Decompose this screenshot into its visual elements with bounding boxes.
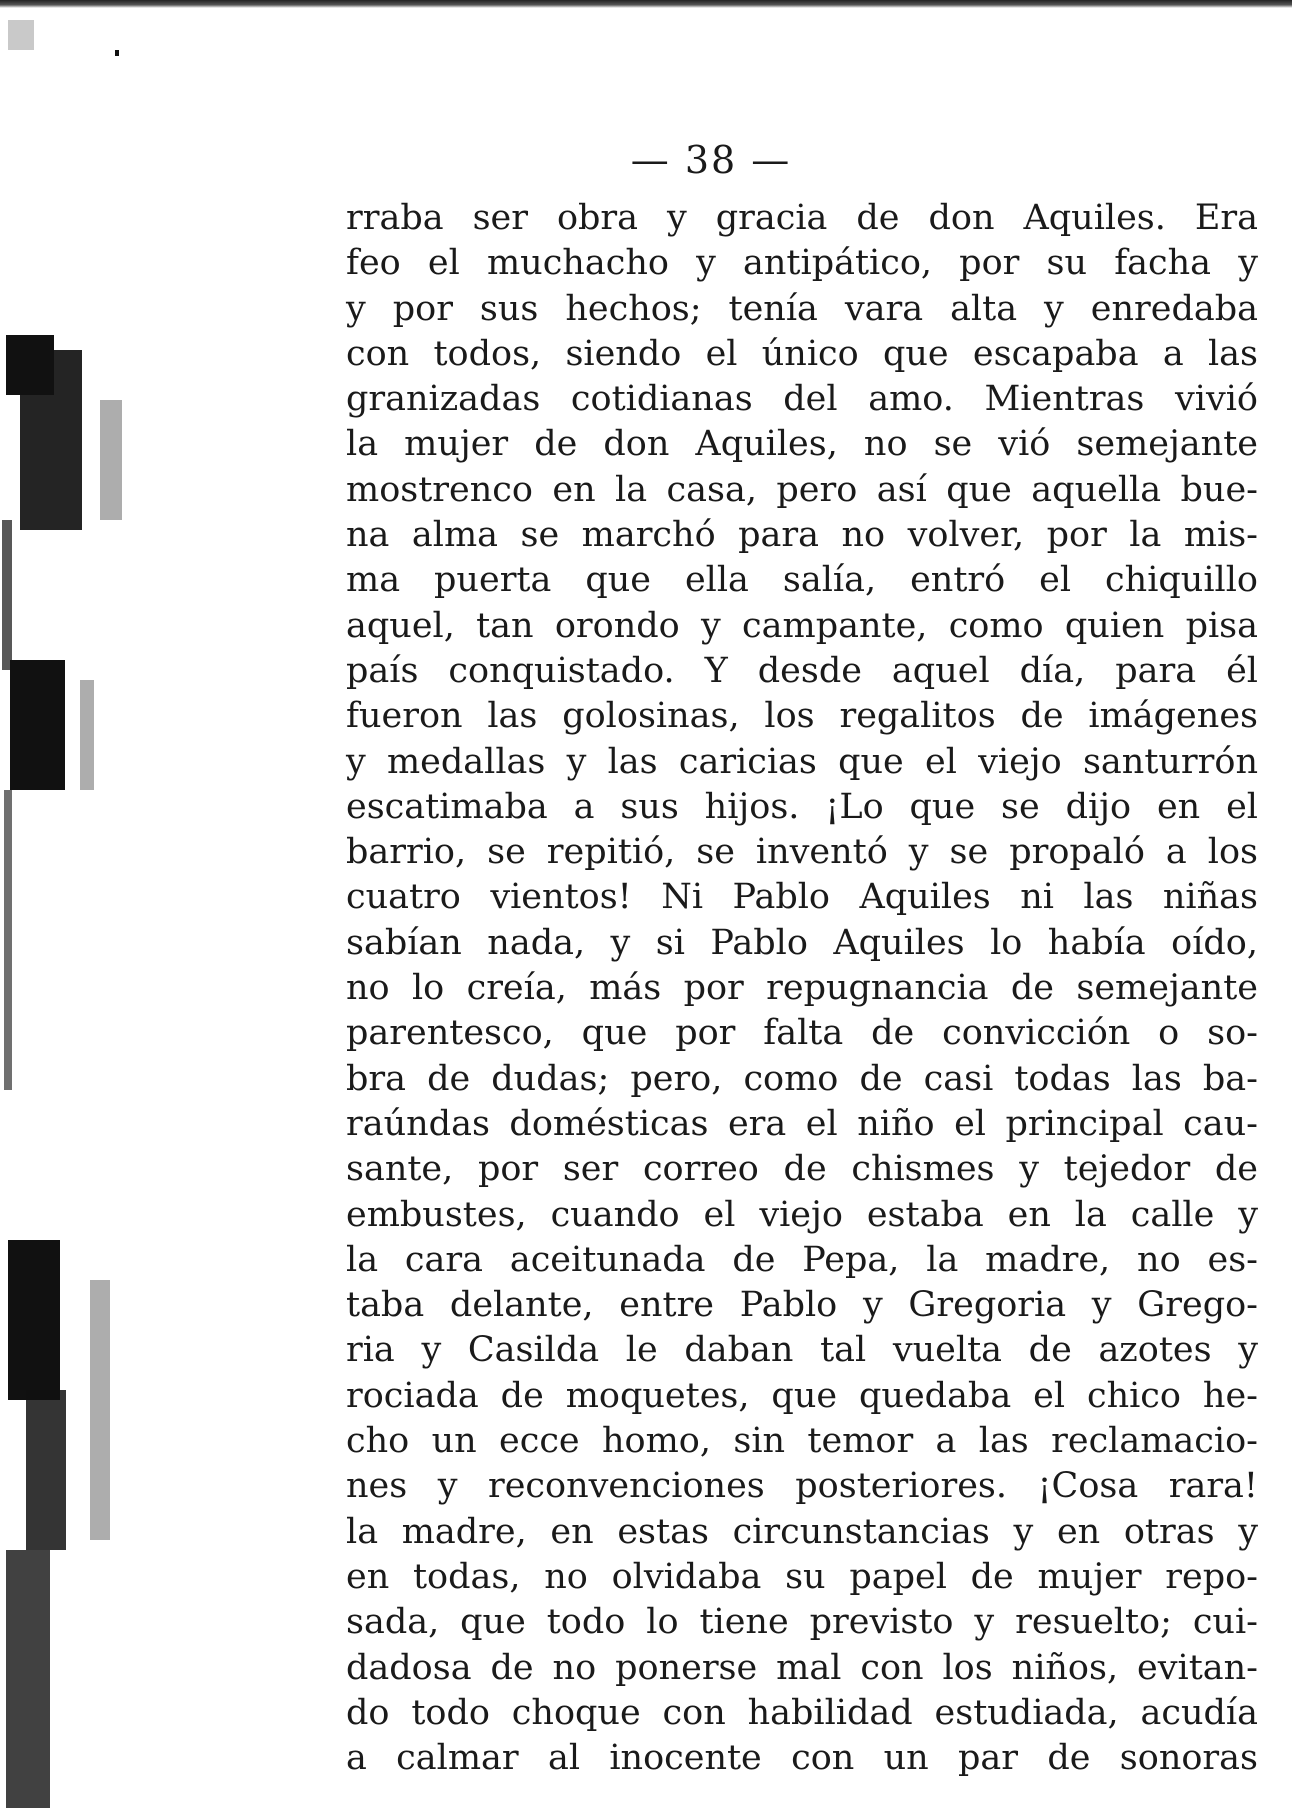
- text-line: a calmar al inocente con un par de sonoras: [346, 1738, 1258, 1779]
- text-line: raúndas domésticas era el niño el principal cau-: [346, 1103, 1258, 1144]
- text-line: con todos, siendo el único que escapaba a las: [346, 333, 1258, 374]
- text-line: mostrenco en la casa, pero así que aquella bue-: [346, 469, 1258, 510]
- text-line: la mujer de don Aquiles, no se vió semejante: [346, 424, 1258, 465]
- text-line: ria y Casilda le daban tal vuelta de azotes y: [346, 1330, 1258, 1371]
- text-line: granizadas cotidianas del amo. Mientras vivió: [346, 379, 1258, 420]
- text-line: y medallas y las caricias que el viejo santurrón: [346, 741, 1258, 782]
- text-line: cho un ecce homo, sin temor a las reclamacio-: [346, 1421, 1258, 1462]
- text-line: escatimaba a sus hijos. ¡Lo que se dijo en el: [346, 786, 1258, 827]
- text-line: rociada de moquetes, que quedaba el chico he-: [346, 1375, 1258, 1416]
- text-line: país conquistado. Y desde aquel día, para él: [346, 650, 1258, 691]
- text-line: dadosa de no ponerse mal con los niños, evitan-: [346, 1647, 1258, 1688]
- scan-top-edge: [0, 0, 1292, 8]
- text-line: la madre, en estas circunstancias y en otras y: [346, 1511, 1258, 1552]
- text-line: ma puerta que ella salía, entró el chiquillo: [346, 560, 1258, 601]
- text-line: nes y reconvenciones posteriores. ¡Cosa rara!: [346, 1466, 1258, 1507]
- scan-binding-gutter: [0, 0, 160, 1808]
- body-text: [346, 196, 1258, 1781]
- text-line: parentesco, que por falta de convicción o so-: [346, 1013, 1258, 1054]
- text-line: sante, por ser correo de chismes y tejedor de: [346, 1149, 1258, 1190]
- page-number: — 38 —: [630, 138, 792, 182]
- text-line: la cara aceitunada de Pepa, la madre, no es-: [346, 1239, 1258, 1280]
- text-line: taba delante, entre Pablo y Gregoria y Grego-: [346, 1285, 1258, 1326]
- text-line: cuatro vientos! Ni Pablo Aquiles ni las niñas: [346, 877, 1258, 918]
- text-line: y por sus hechos; tenía vara alta y enredaba: [346, 288, 1258, 329]
- text-line: rraba ser obra y gracia de don Aquiles. Era: [346, 198, 1258, 238]
- text-line: do todo choque con habilidad estudiada, acudía: [346, 1692, 1258, 1733]
- text-line: no lo creía, más por repugnancia de semejante: [346, 968, 1258, 1009]
- text-line: feo el muchacho y antipático, por su facha y: [346, 243, 1258, 284]
- text-line: bra de dudas; pero, como de casi todas las ba-: [346, 1058, 1258, 1099]
- text-line: en todas, no olvidaba su papel de mujer repo-: [346, 1556, 1258, 1597]
- text-line: embustes, cuando el viejo estaba en la calle y: [346, 1194, 1258, 1235]
- text-line: sada, que todo lo tiene previsto y resuelto; cui-: [346, 1602, 1258, 1643]
- text-line: aquel, tan orondo y campante, como quien pisa: [346, 605, 1258, 646]
- text-line: barrio, se repitió, se inventó y se propaló a los: [346, 832, 1258, 873]
- text-line: sabían nada, y si Pablo Aquiles lo había oído,: [346, 922, 1258, 963]
- text-line: fueron las golosinas, los regalitos de imágenes: [346, 696, 1258, 737]
- text-line: na alma se marchó para no volver, por la mis-: [346, 515, 1258, 556]
